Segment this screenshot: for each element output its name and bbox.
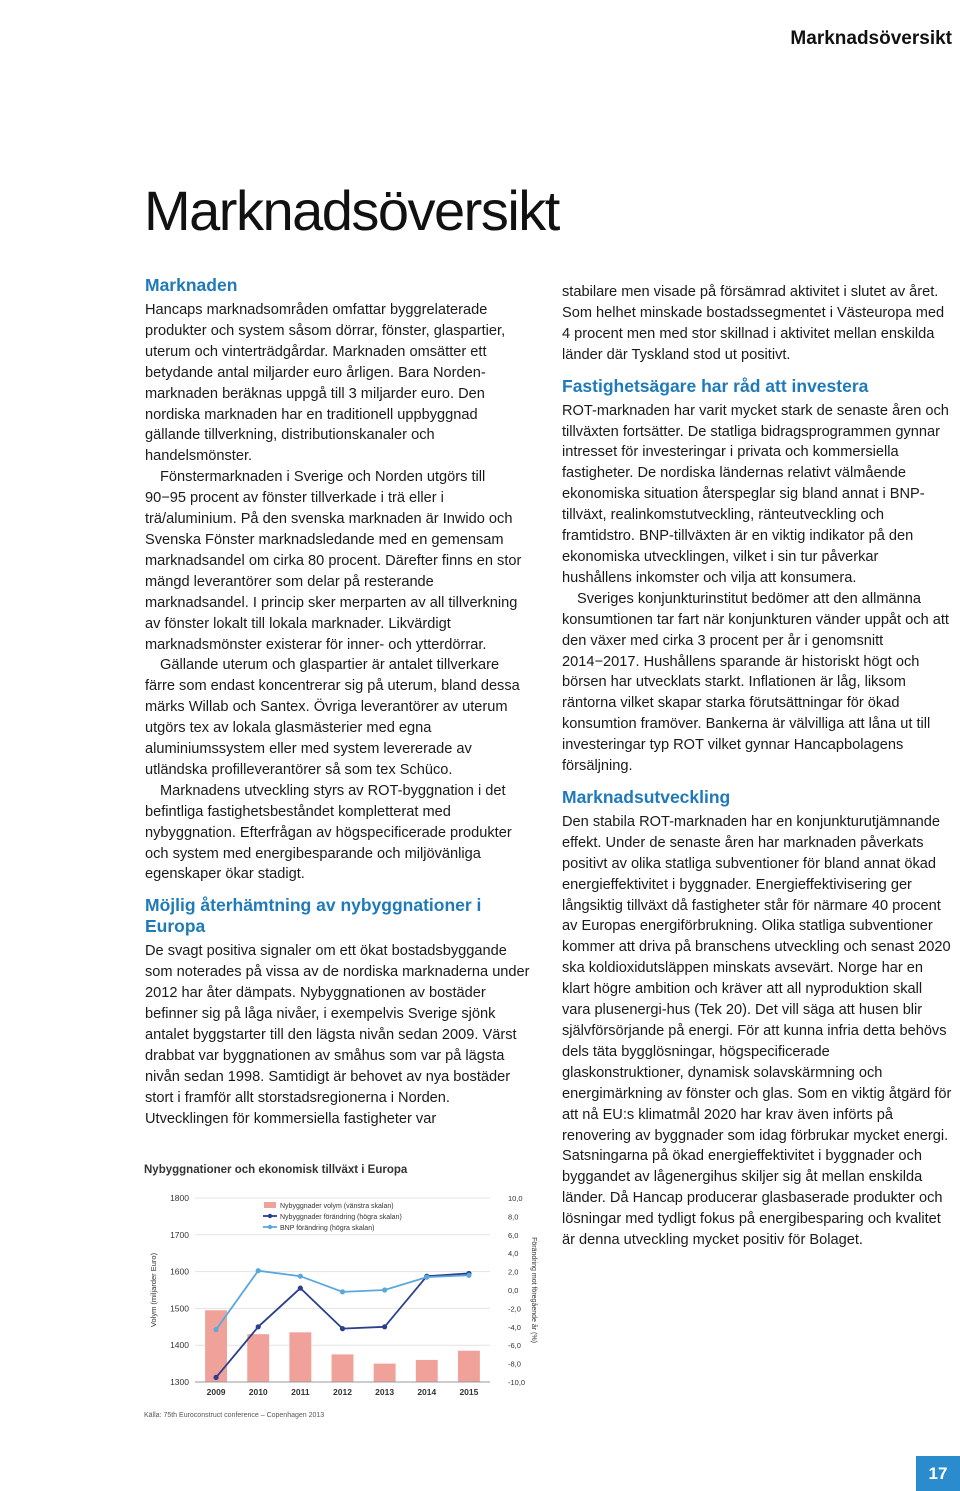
y-tick-label: 1300 <box>170 1377 189 1387</box>
chart-svg <box>140 1160 540 1410</box>
line-point <box>382 1324 387 1329</box>
y-tick-label: 1700 <box>170 1229 189 1240</box>
x-tick-label: 2012 <box>333 1387 352 1397</box>
x-tick-label: 2009 <box>206 1387 226 1397</box>
legend-label: Nybyggnader förändring (högra skalan) <box>280 1214 402 1221</box>
bar <box>289 1332 311 1382</box>
y-tick-label: 1800 <box>170 1193 189 1203</box>
y-tick-label: 1400 <box>170 1340 189 1351</box>
paragraph: Hancaps marknadsområden omfattar byggrelaterade produkter och system såsom dörrar, fönster, glaspartier, uterum och vinterträdgårdar. Marknaden omsätter ett betydande antal miljarder euro årligen. Bara Norden-marknaden beräknas uppgå till 3 miljarder euro. Den nordiska marknaden har en traditionell uppbyggnad gällande tillverkning, distributionskanaler och handelsmönster. <box>145 302 506 465</box>
y2-tick-label: 0,0 <box>508 1286 519 1295</box>
section-heading-aterhamtning: Möjlig återhämtning av nybyggnationer i Europa <box>145 895 482 937</box>
y2-tick-label: -6,0 <box>508 1341 521 1351</box>
bar <box>374 1364 396 1382</box>
paragraph: Sveriges konjunkturinstitut bedömer att den allmänna konsumtionen tar fart när konjunkturen vänder uppåt och att den växer med cirka 3 procent per år i genomsnitt 2014−2017. Hushållens sparande är historiskt högt och börsen har utvecklats starkt. Inflationen är låg, liksom räntorna vilket skapar starka förutsättningar för ökad konsumtion framöver. Bankerna är välvilliga att låna ut till investeringar typ ROT vilket gynnar Hancapbolagens försäljning. <box>562 590 949 775</box>
x-tick-label: 2014 <box>417 1387 437 1397</box>
paragraph: Gällande uterum och glaspartier är antalet tillverkare färre som endast koncentrerar sig på uterum, bland dessa märks Willab och Santex. Övriga leverantörer av uterum utgörs tex av lokala glasmästerier med egna aluminiumssystem eller med system levererade av utländska profilleverantörer så som tex Schüco. <box>145 657 520 778</box>
y-axis-label: Volym (miljarder Euro) <box>149 1252 158 1328</box>
legend-marker <box>268 1225 272 1229</box>
page-number: 17 <box>916 1456 960 1491</box>
line-point <box>298 1286 303 1291</box>
line-point <box>298 1274 303 1279</box>
line-point <box>213 1327 218 1332</box>
y2-tick-label: 10,0 <box>508 1194 523 1203</box>
section-heading-fastighetsagare: Fastighetsägare har råd att investera <box>562 375 869 396</box>
y2-tick-label: 4,0 <box>508 1249 519 1259</box>
line-point <box>424 1275 429 1280</box>
paragraph: ROT-marknaden har varit mycket stark de senaste åren och tillväxten fortsätter. De statliga bidragsprogrammen gynnar intresset för investeringar i privata och kommersiella fastigheter. De nordiska ländernas relativt välmående ekonomiska situation återspeglar sig bland annat i BNP-tillväxt, realinkomstutveckling, ränteutveckling och framtidstro. BNP-tillväxten är en viktig indikator på den ekonomiska utvecklingen, vilket i sin tur påverkar hushållens inkomster och vilja att konsumera. <box>562 402 949 586</box>
y2-tick-label: -4,0 <box>508 1322 521 1332</box>
y-tick-label: 1500 <box>170 1303 189 1314</box>
paragraph: Den stabila ROT-marknaden har en konjunkturutjämnande effekt. Under de senaste åren har marknaden påverkats positivt av olika statliga subventioner för bland annat ökad energieffektivitet i byggnader. Energieffektivisering ger långsiktig tillväxt då fastigheter står för närmare 40 procent av Europas energiförbrukning. Olika statliga subventioner kommer att driva på branschens utveckling och senast 2020 ska koldioxidutsläppen minskats avsevärt. Norge har en klart högre ambition och kräver att all nyproduktion skall vara plusenergi-hus (Tek 20). Det vill säga att husen blir självförsörjande på energi. För att kunna infria detta behövs dels täta bygglösningar, högspecificerade glaskonstruktioner, dynamisk solavskärmning och energimärkning av fönster och glas. Som en viktig åtgärd för att nå EU:s klimatmål 2020 har krav även införts på renovering av byggnader som idag förbrukar mycket energi. Satsningarna på ökad energieffektivitet i byggnader och byggandet av lågenergihus skiljer sig åt mellan enskilda länder. Då Hancap producerar glasbaserade produkter och lösningar med tydligt fokus på energibesparing och kvalitet är denna utveckling mycket positiv för Bolaget. <box>562 813 952 1249</box>
x-tick-label: 2010 <box>248 1387 268 1397</box>
left-column <box>145 275 530 1130</box>
legend-label: BNP förändring (högra skalan) <box>280 1225 375 1232</box>
legend-marker <box>268 1214 272 1218</box>
y-tick-label: 1600 <box>170 1266 189 1277</box>
line-point <box>382 1287 387 1292</box>
line-point <box>466 1273 471 1278</box>
chart-source: Källa: 75th Euroconstruct conference – Copenhagen 2013 <box>144 1412 325 1419</box>
y2-tick-label: 8,0 <box>508 1212 519 1222</box>
y2-tick-label: -2,0 <box>508 1304 521 1314</box>
y2-tick-label: -8,0 <box>508 1359 521 1369</box>
page-title: Marknadsöversikt <box>144 178 559 242</box>
x-tick-label: 2011 <box>291 1387 310 1397</box>
paragraph: De svagt positiva signaler om ett ökat bostadsbyggande som noterades på vissa av de nordiska marknaderna under 2012 har åter dämpats. Nybyggnationen av bostäder befinner sig på låga nivåer, i exempelvis Sverige sjönk antalet byggstarter till den lägsta nivån sedan 2009. Värst drabbat var byggnationen av småhus som var på lägsta nivån sedan 1998. Samtidigt är behovet av nya bostäder stort i framför allt storstadsregionerna i Norden. Utvecklingen för kommersiella fastigheter var <box>145 943 530 1127</box>
bar <box>332 1354 354 1382</box>
series-line-bnp <box>216 1271 469 1330</box>
legend-swatch <box>264 1202 276 1208</box>
bar <box>247 1334 269 1382</box>
running-header: Marknadsöversikt <box>790 28 952 49</box>
chart-title: Nybyggnationer och ekonomisk tillväxt i Europa <box>144 1164 408 1176</box>
line-point <box>340 1326 345 1331</box>
x-tick-label: 2015 <box>459 1387 479 1397</box>
right-column <box>562 282 952 1251</box>
legend-label: Nybyggnader volym (vänstra skalan) <box>280 1203 394 1210</box>
y2-axis-label: Förändring mot föregående år (%) <box>530 1237 537 1343</box>
paragraph: Fönstermarknaden i Sverige och Norden utgörs till 90−95 procent av fönster tillverkade i trä eller i trä/aluminium. På den svenska marknaden är Inwido och Svenska Fönster marknadsledande med en gemensam marknadsandel om cirka 80 procent. Därefter finns en stor mängd leverantörer som delar på resterande marknadsandel. I princip sker merparten av all tillverkning av fönster lokalt till lokala marknader. Likvärdigt marknadsmönster existerar för inner- och ytterdörrar. <box>145 469 522 653</box>
line-point <box>256 1268 261 1273</box>
y2-tick-label: -10,0 <box>508 1378 526 1387</box>
line-point <box>340 1289 345 1294</box>
section-heading-marknaden: Marknaden <box>145 275 238 295</box>
y2-tick-label: 6,0 <box>508 1230 519 1240</box>
paragraph: stabilare men visade på försämrad aktivitet i slutet av året. Som helhet minskade bostadssegmentet i Västeuropa med 4 procent men med stor skillnad i aktivitet mellan enskilda länder där Tyskland stod ut positivt. <box>562 284 945 363</box>
paragraph: Marknadens utveckling styrs av ROT-byggnation i det befintliga fastighetsbeståndet kompletterat med nybyggnation. Efterfrågan av högspecificerade produkter och system med energibesparande och miljövänliga egenskaper ökar stadigt. <box>145 782 512 883</box>
chart <box>140 1160 540 1430</box>
y2-tick-label: 2,0 <box>508 1267 519 1277</box>
line-point <box>256 1324 261 1329</box>
bar <box>458 1351 480 1382</box>
line-point <box>213 1375 218 1380</box>
section-heading-marknadsutveckling: Marknadsutveckling <box>562 786 731 807</box>
x-tick-label: 2013 <box>375 1387 395 1397</box>
bar <box>416 1360 438 1382</box>
bar <box>205 1310 227 1382</box>
